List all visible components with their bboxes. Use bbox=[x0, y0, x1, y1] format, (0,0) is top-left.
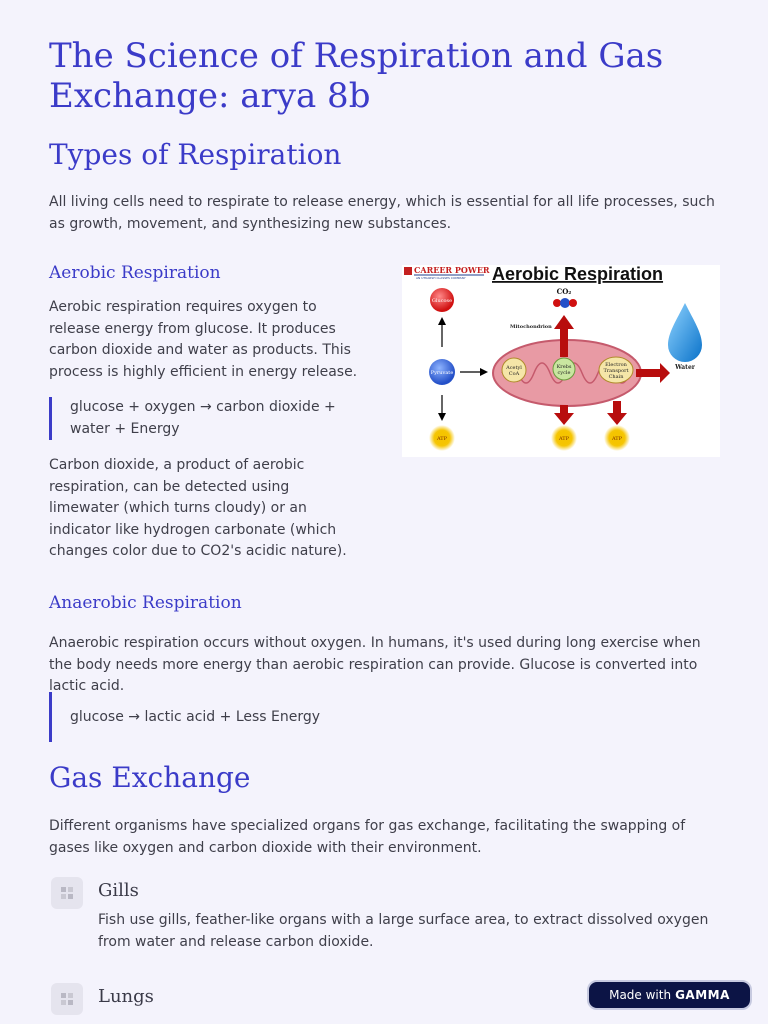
svg-text:ATP: ATP bbox=[558, 436, 570, 442]
career-power-logo bbox=[404, 265, 490, 280]
co2-molecule bbox=[553, 298, 577, 308]
aerobic-detection-paragraph: Carbon dioxide, a product of aerobic respiration, can be detected using limewater (which turns cloudy) or an indicator like hydrogen carbonate (which changes color due to CO2's acidic nature). bbox=[49, 457, 347, 559]
atp-burst bbox=[551, 425, 577, 451]
aerobic-equation: glucose + oxygen → carbon dioxide + water + Energy bbox=[49, 397, 370, 440]
aerobic-respiration-diagram bbox=[402, 265, 720, 457]
svg-text:Acetyl: Acetyl bbox=[506, 365, 522, 371]
svg-text:CoA: CoA bbox=[508, 371, 520, 377]
svg-text:Electron: Electron bbox=[605, 362, 627, 368]
lungs-title: Lungs bbox=[98, 986, 154, 1007]
water-drop-icon bbox=[668, 303, 702, 362]
co2-label: CO₂ bbox=[556, 287, 572, 296]
anaerobic-equation: glucose → lactic acid + Less Energy bbox=[49, 692, 730, 742]
lungs-card-icon bbox=[51, 983, 83, 1015]
water-label: Water bbox=[675, 364, 695, 371]
atp-arrow bbox=[607, 401, 627, 425]
diagram-title: Aerobic Respiration bbox=[492, 265, 664, 284]
logo-subtitle: AN UTKARSH CLASSES COMPANY bbox=[416, 276, 466, 280]
gills-card-icon bbox=[51, 877, 83, 909]
aerobic-paragraph: Aerobic respiration requires oxygen to release energy from glucose. It produces carbon dioxide and water as products. This process is highly efficient in energy release. bbox=[49, 299, 358, 380]
atp-arrow bbox=[554, 405, 574, 425]
gas-exchange-intro: Different organisms have specialized organs for gas exchange, facilitating the swapping of gases like oxygen and carbon dioxide with their environment. bbox=[49, 818, 686, 856]
gas-exchange-heading: Gas Exchange bbox=[49, 761, 251, 794]
gamma-logo: GAMMA bbox=[675, 988, 730, 1002]
badge-prefix: Made with bbox=[609, 988, 672, 1002]
water-arrow bbox=[636, 363, 670, 383]
anaerobic-paragraph: Anaerobic respiration occurs without oxygen. In humans, it's used during long exercise when the body needs more energy than aerobic respiration can provide. Glucose is converted into lactic acid. bbox=[49, 635, 701, 694]
atp-burst bbox=[429, 425, 455, 451]
made-with-gamma-badge[interactable] bbox=[587, 980, 752, 1010]
anaerobic-heading: Anaerobic Respiration bbox=[49, 593, 242, 613]
svg-text:Chain: Chain bbox=[608, 374, 624, 380]
svg-text:Krebs: Krebs bbox=[556, 364, 572, 370]
logo-brand: CAREER POWER bbox=[414, 265, 490, 275]
mitochondrion-label: Mitochondrion bbox=[510, 324, 552, 330]
svg-text:ATP: ATP bbox=[436, 436, 448, 442]
page-title: The Science of Respiration and Gas Exchange: arya 8b bbox=[49, 36, 664, 116]
atp-burst bbox=[604, 425, 630, 451]
pyruvate-label: Pyruvate bbox=[430, 370, 454, 376]
types-heading: Types of Respiration bbox=[49, 138, 342, 171]
svg-text:ATP: ATP bbox=[611, 436, 623, 442]
svg-text:Transport: Transport bbox=[603, 368, 629, 374]
svg-text:cycle: cycle bbox=[557, 370, 571, 376]
gills-description: Fish use gills, feather-like organs with a large surface area, to extract dissolved oxygen from water and release carbon dioxide. bbox=[98, 912, 709, 950]
types-intro: All living cells need to respirate to release energy, which is essential for all life processes, such as growth, movement, and synthesizing new substances. bbox=[49, 194, 715, 232]
gills-title: Gills bbox=[98, 880, 139, 901]
aerobic-heading: Aerobic Respiration bbox=[49, 263, 221, 283]
glucose-label: Glucose bbox=[431, 298, 453, 304]
